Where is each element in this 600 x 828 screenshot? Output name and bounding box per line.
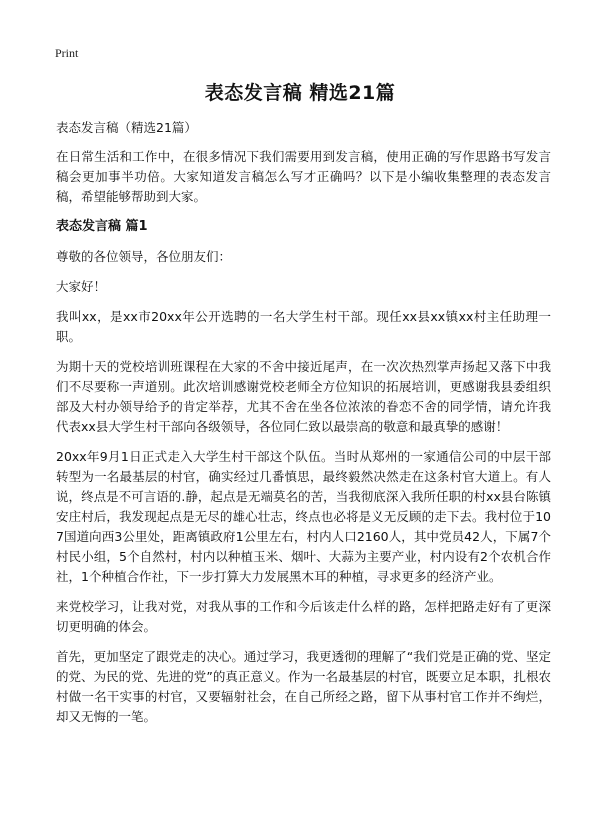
paragraph-self-intro: 我叫xx，是xx市20xx年公开选聘的一名大学生村干部。现任xx县xx镇xx村主任助理一职。	[56, 309, 551, 344]
intro-paragraph: 在日常生活和工作中，在很多情况下我们需要用到发言稿，使用正确的写作思路书写发言稿会更加事半功倍。大家知道发言稿怎么写才正确吗？以下是小编收集整理的表态发言稿，希望能够帮助到大家。	[56, 149, 551, 204]
paragraph-greeting: 大家好！	[56, 279, 107, 294]
paragraph-training: 为期十天的党校培训班课程在大家的不舍中接近尾声，在一次次热烈掌声扬起又落下中我们不尽要称一声道别。此次培训感谢党校老师全方位知识的拓展培训，更感谢我县委组织部及大村办领导给予的肯定举荐，尤其不舍在坐各位浓浓的眷恋不舍的同学情，请允许我代表xx县大学生村干部向各级领导，各位同仁致以最崇高的敬意和最真挚的感谢！	[56, 359, 551, 434]
paragraph-first-point: 首先，更加坚定了跟党走的决心。通过学习，我更透彻的理解了“我们党是正确的党、坚定的党、为民的党、先进的党”的真正意义。作为一名最基层的村官，既要立足本职，扎根农村做一名干实事的村官，又要辐射社会，在自己所经之路，留下从事村官工作并不绚烂，却又无悔的一笔。	[56, 649, 551, 724]
section-heading: 表态发言稿 篇1	[56, 219, 148, 234]
print-link[interactable]: Print	[55, 46, 79, 60]
paragraph-village: 20xx年9月1日正式走入大学生村干部这个队伍。当时从郑州的一家通信公司的中层干部转型为一名最基层的村官，确实经过几番慎思，最终毅然决然走在这条村官大道上。有人说，终点是不可言语的.静，起点是无端莫名的苦，当我彻底深入我所任职的村xx县台陈镇安庄村后，我发现起点是无尽的雄心壮志，终点也必将是义无反顾的走下去。我村位于107国道向西3公里处，距离镇政府1公里左右，村内人口2160人，其中党员42人，下属7个村民小组，5个自然村，村内以种植玉米、烟叶、大蒜为主要产业，村内设有2个农机合作社，1个种植合作社，下一步打算大力发展黑木耳的种植，寻求更多的经济产业。	[56, 449, 551, 584]
paragraph-salutation: 尊敬的各位领导，各位朋友们：	[56, 249, 232, 264]
paragraph-study: 来党校学习，让我对党，对我从事的工作和今后该走什么样的路，怎样把路走好有了更深切更明确的体会。	[56, 599, 551, 634]
document-body	[56, 118, 551, 737]
document-subtitle: 表态发言稿（精选21篇）	[56, 120, 197, 135]
document-title: 表态发言稿 精选21篇	[204, 82, 396, 104]
